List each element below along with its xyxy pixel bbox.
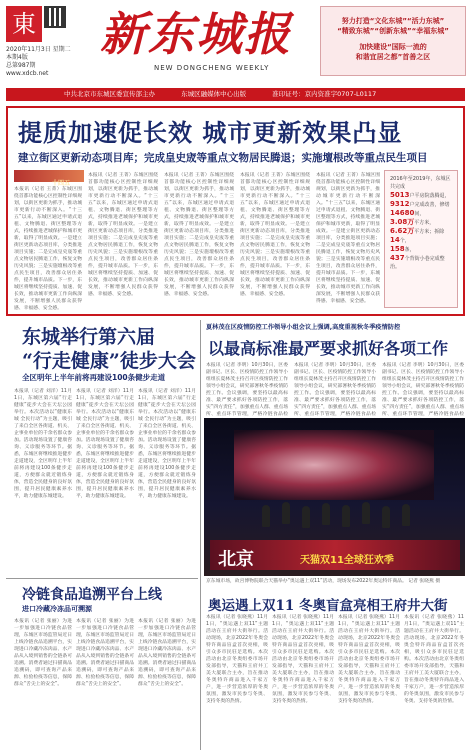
walk-headline-1[interactable]: 东城举行第六届 [22, 326, 156, 348]
person-figure [382, 506, 390, 528]
stat-1: 5013 [390, 191, 410, 199]
stat-8: 437 [390, 254, 405, 262]
epidemic-column-2: 本报讯（记者 李明）10月30日，区委副书记、区长、区疫情防控工作领导小组组长夏林茂主持召开区疫情防控工作领导小组会议，研究部署秋冬季疫情防控工作。会议强调，要坚持以最高标准、最严要求抓好各项防控工作，落实“四方责任”，加强重点人群、重点场所、重点环节管理，严格冷链食品检 [294, 363, 376, 417]
lead-column-1: 本报讯（记者 王菁）东城区围绕首都功能核心区控制性详细规划，以街区更新为抓手，推动城市更新行动不断深入。“十三五”以来，东城区通过申请式退租、文物腾退、街区整理等方式，持续推进老城保护和城市更新，取得了明显成效。一是建立街区更新动态项目库，分类推进项目实施；二是完成皇史宬等重点文物居民腾退工作，恢复文物历史风貌；三是实施壇根改等重点民生项目，改善群众居住条件，提升城市品质。下一步，东城区将继续坚持提质、加速、促长效，推动城市更新工作向纵深发展，不断增强人民群众获得感、幸福感、安全感。 [14, 187, 82, 311]
publisher-banner [6, 88, 465, 101]
date-line: 2020年11月3日 星期二 [6, 46, 71, 53]
person-figure [262, 505, 270, 527]
stat-7: 158 [390, 245, 405, 253]
website[interactable]: www.xdcb.net [6, 70, 49, 77]
total-line: 总第987期 [6, 62, 36, 69]
lead-column-5: 本报讯（记者 王菁）东城区围绕首都功能核心区控制性详细规划，以街区更新为抓手，推动城市更新行动不断深入。“十三五”以来，东城区通过申请式退租、文物腾退、街区整理等方式，持续推进老城保护和城市更新，取得了明显成效。一是建立街区更新动态项目库，分类推进项目实施；二是完成皇史宬等重点文物居民腾退工作，恢复文物历史风貌；三是实施壇根改等重点民生项目，改善群众居住条件，提升城市品质。下一步，东城区将继续坚持提质、加速、促长效，推动城市更新工作向纵深发展，不断增强人民群众获得感、幸福感、安全感。 [316, 173, 380, 304]
cold-chain-headline[interactable]: 冷链食品追溯平台上线 [22, 587, 162, 603]
issue-line: 本期4版 [6, 54, 28, 61]
column-divider [200, 320, 201, 750]
walk-column-1: 本报讯（记者 刘洋）11月1日，东城区第六届“行走健康”徒步大会在天坛公园举行。本次活动以“健康东城 全民行动”为主题，吸引了来自全区各街道、机关、企事业单位的千余名群众参加。活动现场设置了健康咨询、义诊服务等环节。据悉，东城区将继续推进健步走道建设，全区明年上半年前将再建设100条健步走道，方便群众就近锻炼身体，营造全民健身的良好氛围，提升居民健康素养水平，助力健康东城建设。 [14, 389, 72, 499]
epidemic-column-1: 本报讯（记者 李明）10月30日，区委副书记、区长、区疫情防控工作领导小组组长夏林茂主持召开区疫情防控工作领导小组会议，研究部署秋冬季疫情防控工作。会议强调，要坚持以最高标准、最严要求抓好各项防控工作，落实“四方责任”，加强重点人群、重点场所、重点环节管理，严格冷链食品检 [206, 363, 288, 417]
masthead-english: NEW DONGCHENG WEEKLY [154, 64, 270, 72]
walk-column-3: 本报讯（记者 刘洋）11月1日，东城区第六届“行走健康”徒步大会在天坛公园举行。本次活动以“健康东城 全民行动”为主题，吸引了来自全区各街道、机关、企事业单位的千余名群众参加。活动现场设置了健康咨询、义诊服务等环节。据悉，东城区将继续推进健步走道建设，全区明年上半年前将再建设100条健步走道，方便群众就近锻炼身体，营造全民健身的良好氛围，提升居民健康素养水平，助力健康东城建设。 [138, 389, 196, 499]
banner-right: 准印证号：京内资准字0707-L0117 [272, 90, 377, 98]
section-divider-left [6, 578, 198, 579]
lead-photo [14, 170, 84, 187]
banner-middle: 东城区融媒体中心出版 [181, 90, 247, 98]
stat-4: 3.08万 [390, 218, 415, 226]
stat-6: 14 [390, 236, 400, 244]
cold-chain-subhead: 进口冷藏冷冻品可溯源 [22, 605, 92, 613]
cold-chain-column-2: 本报讯（记者 张丽）为进一步加强进口冷链食品管理，东城区市场监管局近日上线冷链食品追溯平台，实现进口冷藏冷冻肉品、水产品从入境到销售的全链条可追溯。消费者通过扫描商品追溯码，即可查询产品来源、检验检疫等信息，保障群众“舌尖上的安全”。 [76, 619, 134, 687]
stage-screen [234, 430, 434, 500]
stats-box: 2016年至2019年，东城区共完成 5013户平房院落腾退， 9312户完成改善，修缮 14680间， 3.08万平方米， 6.62万平方米；拆除 14个， 158条， 437个背街小巷完成整治。 [384, 170, 458, 308]
epidemic-column-3: 本报讯（记者 李明）10月30日，区委副书记、区长、区疫情防控工作领导小组组长夏林茂主持召开区疫情防控工作领导小组会议，研究部署秋冬季疫情防控工作。会议强调，要坚持以最高标准、最严要求抓好各项防控工作，落实“四方责任”，加强重点人群、重点场所、重点环节管理，严格冷链食品检 [382, 363, 464, 417]
olympic-column-4: 本报讯（记者 张晓燕）11月1日，“奥运遇上双11”主题活动在王府井大街举行。活动现场，北京2022年冬奥会特许商品盲盒首次亮相，吸引众多市民驻足选购。本次活动由北京冬奥组委市场开发部指导，天猫和王府井工美大厦联合主办，旨在推动冬奥特许商品进入千家万户，进一步营造浓厚的冬奥氛围，激发市民参与冬奥、支持冬奥的热情。 [404, 615, 464, 704]
promo-box [320, 6, 466, 76]
olympic-column-2: 本报讯（记者 张晓燕）11月1日，“奥运遇上双11”主题活动在王府井大街举行。活动现场，北京2022年冬奥会特许商品盲盒首次亮相，吸引众多市民驻足选购。本次活动由北京冬奥组委市场开发部指导，天猫和王府井工美大厦联合主办，旨在推动冬奥特许商品进入千家万户，进一步营造浓厚的冬奥氛围，激发市民参与冬奥、支持冬奥的热情。 [272, 615, 334, 704]
qr-code-icon [44, 6, 66, 28]
promo-line3: 加快建设“国际一流的 [359, 43, 427, 51]
person-figure [322, 503, 330, 525]
promo-line2: “精致东城”“创新东城”“幸福东城” [337, 27, 449, 35]
person-figure [282, 502, 290, 524]
masthead-title: 新东城报 [100, 7, 292, 61]
person-figure [342, 505, 350, 527]
person-figure [302, 506, 310, 528]
lead-headline[interactable]: 提质加速促长效 城市更新效果凸显 [18, 119, 403, 147]
stat-2: 9312 [390, 200, 410, 208]
issue-info [6, 46, 96, 78]
olympic-column-1: 本报讯（记者 张晓燕）11月1日，“奥运遇上双11”主题活动在王府井大街举行。活动现场，北京2022年冬奥会特许商品盲盒首次亮相，吸引众多市民驻足选购。本次活动由北京冬奥组委市场开发部指导，天猫和王府井工美大厦联合主办，旨在推动冬奥特许商品进入千家万户，进一步营造浓厚的冬奥氛围，激发市民参与冬奥、支持冬奥的热情。 [206, 615, 268, 704]
cold-chain-column-3: 本报讯（记者 张丽）为进一步加强进口冷链食品管理，东城区市场监管局近日上线冷链食品追溯平台，实现进口冷藏冷冻肉品、水产品从入境到销售的全链条可追溯。消费者通过扫描商品追溯码，即可查询产品来源、检验检疫等信息，保障群众“舌尖上的安全”。 [138, 619, 196, 687]
lead-column-3: 本报讯（记者 王菁）东城区围绕首都功能核心区控制性详细规划，以街区更新为抓手，推动城市更新行动不断深入。“十三五”以来，东城区通过申请式退租、文物腾退、街区整理等方式，持续推进老城保护和城市更新，取得了明显成效。一是建立街区更新动态项目库，分类推进项目实施；二是完成皇史宬等重点文物居民腾退工作，恢复文物历史风貌；三是实施壇根改等重点民生项目，改善群众居住条件，提升城市品质。下一步，东城区将继续坚持提质、加速、促长效，推动城市更新工作向纵深发展，不断增强人民群众获得感、幸福感、安全感。 [164, 173, 234, 297]
seal-logo: 東 [6, 6, 42, 42]
stat-3: 14680 [390, 209, 415, 217]
person-figure [402, 504, 410, 526]
photo-text-tmall: 天猫双11全球狂欢季 [300, 555, 394, 566]
promo-line4: 和谐宜居之都”首善之区 [355, 53, 431, 61]
stats-intro: 2016年至2019年，东城区共完成 [390, 176, 451, 190]
epidemic-kicker: 夏林茂在区疫情防控工作领导小组会议上强调,高度重视秋冬季疫情防控 [206, 324, 401, 331]
epidemic-headline[interactable]: 以最高标准最严要求抓好各项工作 [208, 339, 449, 358]
walk-column-2: 本报讯（记者 刘洋）11月1日，东城区第六届“行走健康”徒步大会在天坛公园举行。本次活动以“健康东城 全民行动”为主题，吸引了来自全区各街道、机关、企事业单位的千余名群众参加。活动现场设置了健康咨询、义诊服务等环节。据悉，东城区将继续推进健步走道建设，全区明年上半年前将再建设100条健步走道，方便群众就近锻炼身体，营造全民健身的良好氛围，提升居民健康素养水平，助力健康东城建设。 [76, 389, 134, 499]
cold-chain-column-1: 本报讯（记者 张丽）为进一步加强进口冷链食品管理，东城区市场监管局近日上线冷链食品追溯平台，实现进口冷藏冷冻肉品、水产品从入境到销售的全链条可追溯。消费者通过扫描商品追溯码，即可查询产品来源、检验检疫等信息，保障群众“舌尖上的安全”。 [14, 619, 72, 687]
lead-photo-label: 十四五 [52, 180, 71, 187]
banner-left: 中共北京市东城区委宣传部主办 [64, 90, 155, 98]
walk-subhead: 全区明年上半年前将再建设100条健步走道 [22, 373, 166, 382]
walk-headline-2[interactable]: “行走健康”徒步大会 [22, 350, 196, 372]
lead-column-2: 本报讯（记者 王菁）东城区围绕首都功能核心区控制性详细规划，以街区更新为抓手，推动城市更新行动不断深入。“十三五”以来，东城区通过申请式退租、文物腾退、街区整理等方式，持续推进老城保护和城市更新，取得了明显成效。一是建立街区更新动态项目库，分类推进项目实施；二是完成皇史宬等重点文物居民腾退工作，恢复文物历史风貌；三是实施壇根改等重点民生项目，改善群众居住条件，提升城市品质。下一步，东城区将继续坚持提质、加速、促长效，推动城市更新工作向纵深发展，不断增强人民群众获得感、幸福感、安全感。 [88, 173, 158, 297]
stat-5: 6.62万 [390, 227, 415, 235]
promo-line1: 努力打造“文化东城”“活力东城” [341, 17, 445, 25]
lead-subhead: 建立街区更新动态项目库；完成皇史宬等重点文物居民腾退；实施壇根改等重点民生项目 [18, 152, 428, 164]
photo-caption: 京东城市场，故宫博物院联合天猫举办“奥运遇上双11”活动，现场发布2022年奥运特许商品。 记者 张晓燕 摄 [206, 579, 441, 584]
photo-text-beijing: 北京 [218, 549, 254, 570]
person-figure [362, 502, 370, 524]
olympic-headline[interactable]: 奥运遇上双11 冬奥盲盒亮相王府井大街 [208, 598, 448, 614]
lead-column-4: 本报讯（记者 王菁）东城区围绕首都功能核心区控制性详细规划，以街区更新为抓手，推动城市更新行动不断深入。“十三五”以来，东城区通过申请式退租、文物腾退、街区整理等方式，持续推进老城保护和城市更新，取得了明显成效。一是建立街区更新动态项目库，分类推进项目实施；二是完成皇史宬等重点文物居民腾退工作，恢复文物历史风貌；三是实施壇根改等重点民生项目，改善群众居住条件，提升城市品质。下一步，东城区将继续坚持提质、加速、促长效，推动城市更新工作向纵深发展，不断增强人民群众获得感、幸福感、安全感。 [240, 173, 310, 297]
olympic-column-3: 本报讯（记者 张晓燕）11月1日，“奥运遇上双11”主题活动在王府井大街举行。活动现场，北京2022年冬奥会特许商品盲盒首次亮相，吸引众多市民驻足选购。本次活动由北京冬奥组委市场开发部指导，天猫和王府井工美大厦联合主办，旨在推动冬奥特许商品进入千家万户，进一步营造浓厚的冬奥氛围，激发市民参与冬奥、支持冬奥的热情。 [338, 615, 400, 704]
